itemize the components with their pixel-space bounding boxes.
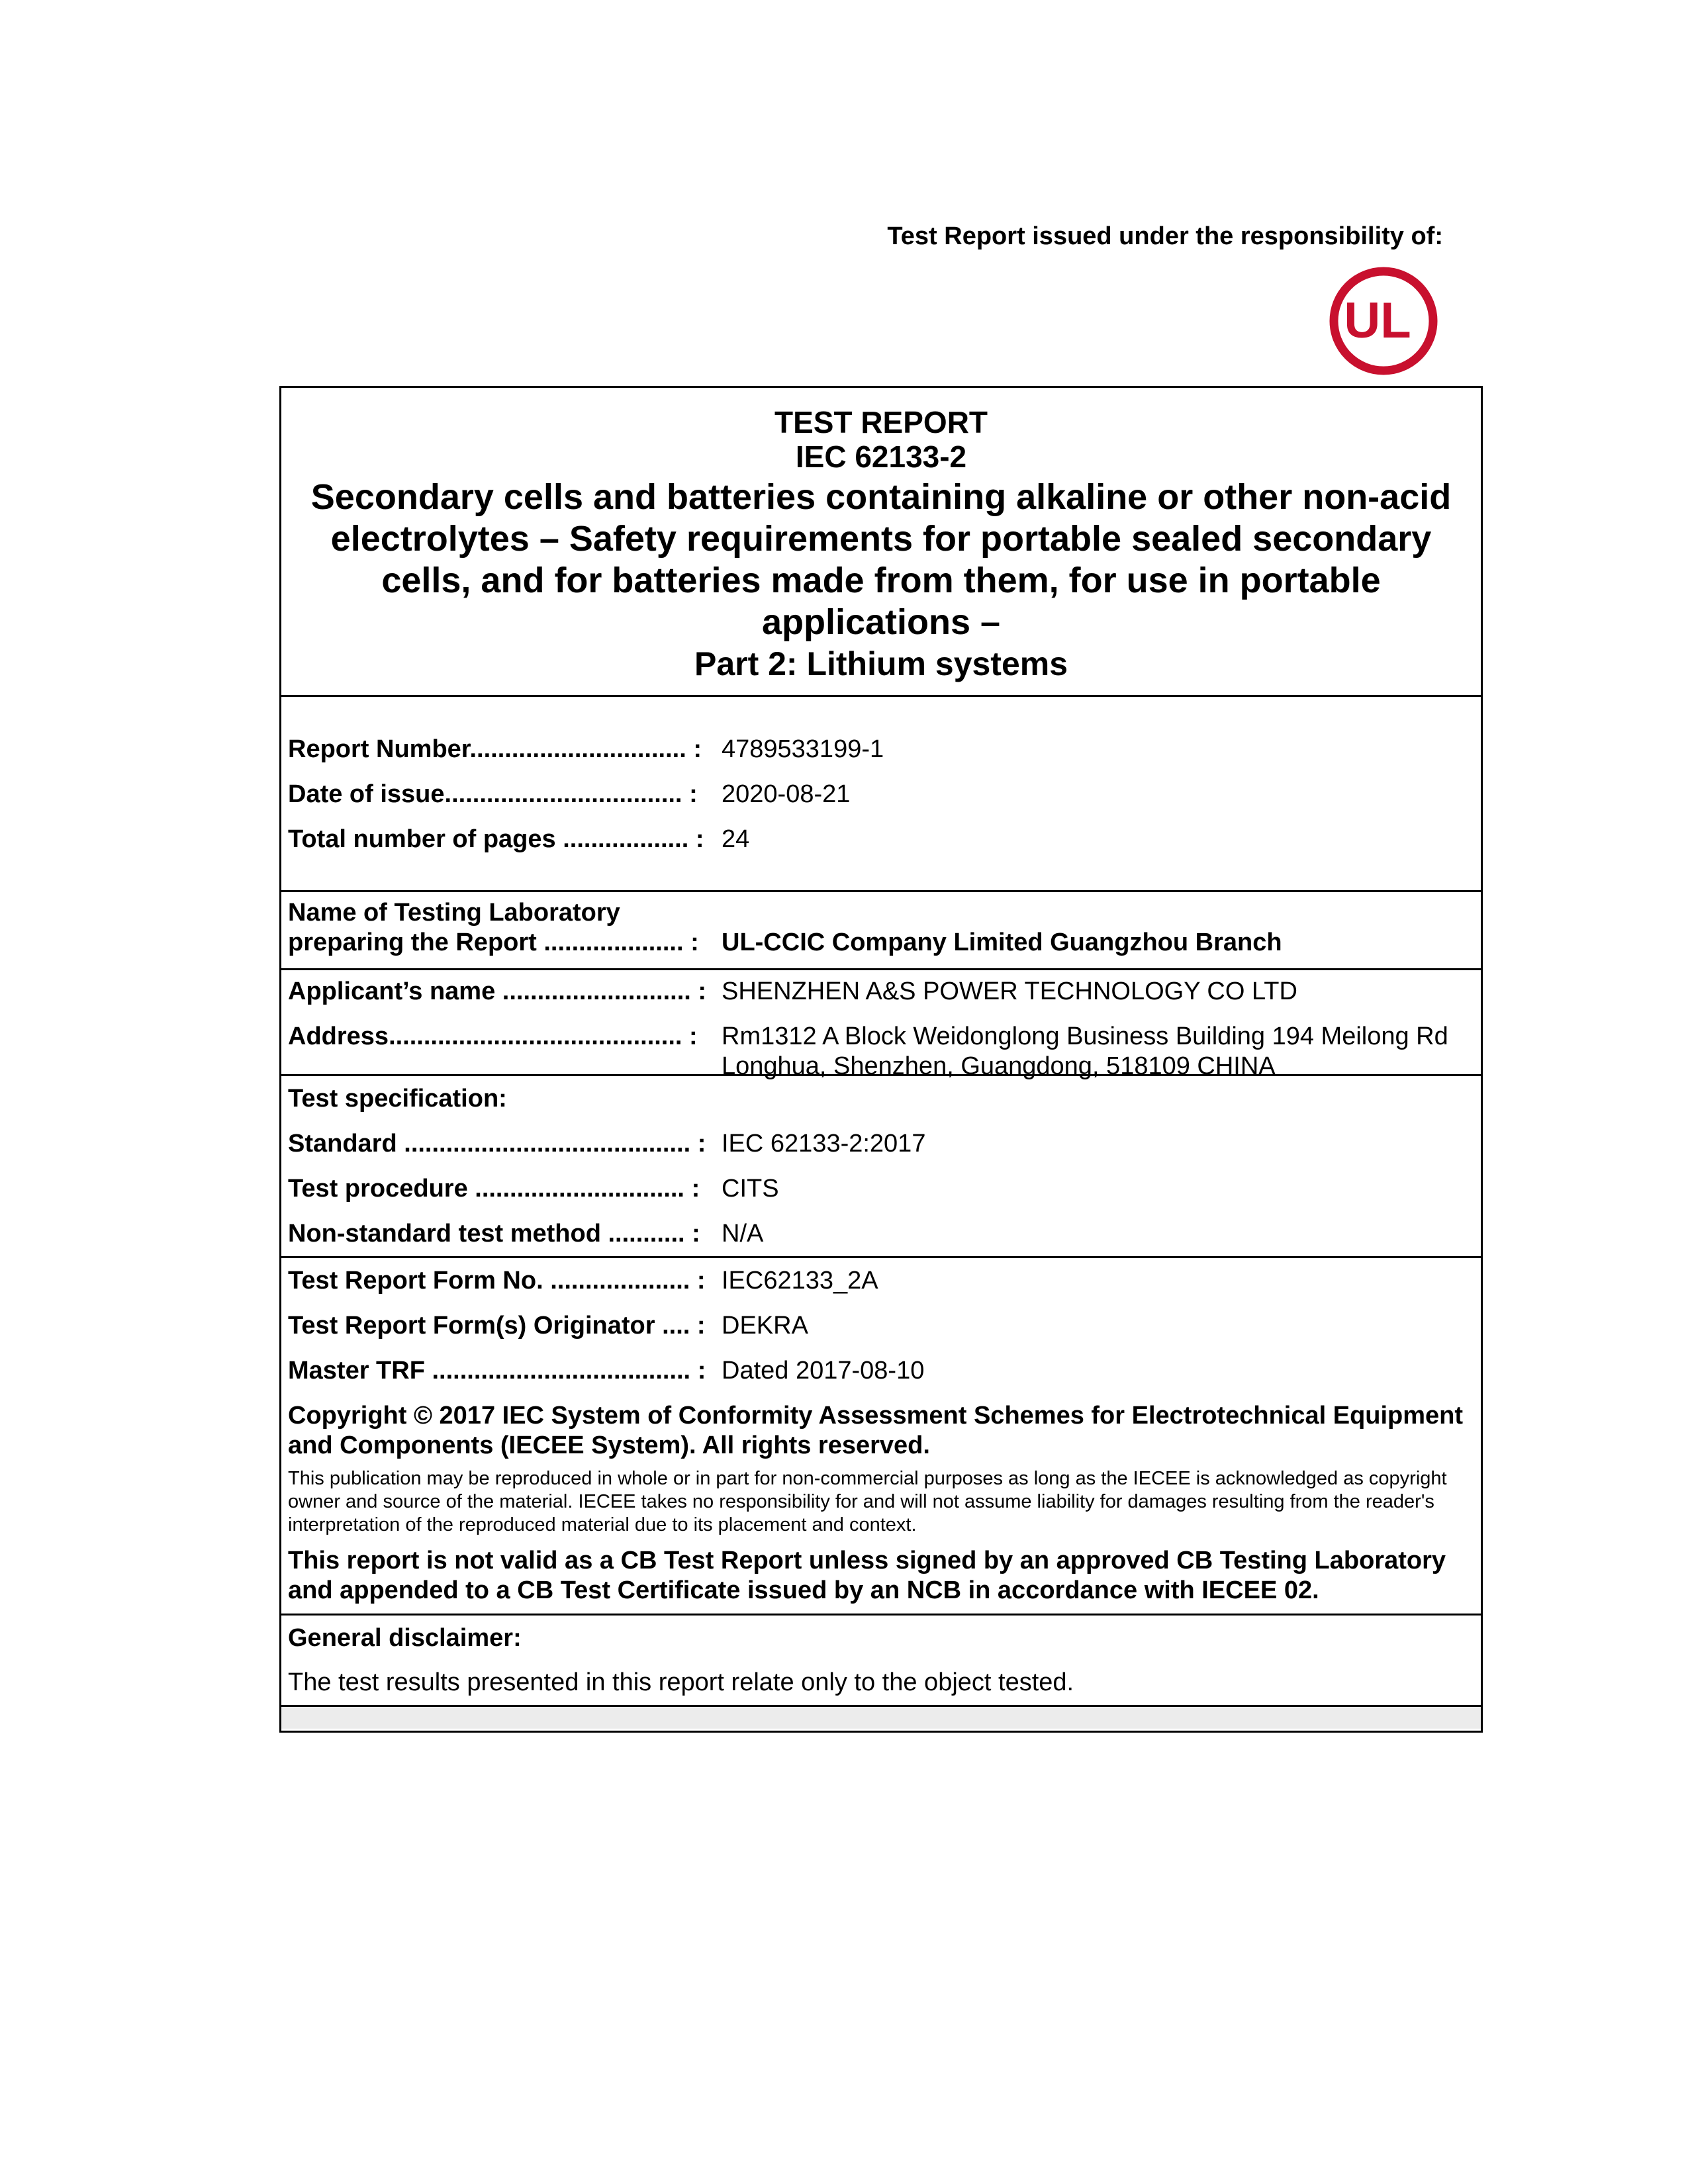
laboratory-row (281, 928, 1481, 958)
disclaimer-section (281, 1615, 1481, 1707)
trf-originator-value: DEKRA (722, 1312, 808, 1340)
master-trf-value: Dated 2017-08-10 (722, 1357, 925, 1385)
standard-row (281, 1129, 1481, 1159)
standard-title: Secondary cells and batteries containing alkaline or other non-acid electrolytes – Safety requirements for portable sealed secondary cells, and for batteries made from them, for use in portable applications – (310, 477, 1452, 642)
title-block (281, 388, 1481, 697)
total-pages-row (281, 825, 1481, 854)
address-value: Rm1312 A Block Weidonglong Business Building 194 Meilong Rd Longhua, Shenzhen, Guangdong, 518109 CHINA (722, 1023, 1448, 1080)
standard-number: IEC 62133-2 (795, 439, 967, 474)
trf-originator-row (281, 1311, 1481, 1341)
report-number-value: 4789533199-1 (722, 735, 884, 763)
report-frame (279, 386, 1483, 1733)
master-trf-label: Master TRF ..................................... : (288, 1357, 706, 1385)
disclaimer-text: The test results presented in this report relate only to the object tested. (288, 1668, 1074, 1696)
address-label: Address.......................................... : (288, 1023, 698, 1050)
footer-shaded-row (281, 1707, 1481, 1729)
total-pages-label: Total number of pages .................. : (288, 825, 704, 853)
laboratory-name: UL-CCIC Company Limited Guangzhou Branch (722, 929, 1282, 956)
trf-section (281, 1258, 1481, 1615)
trf-number-value: IEC62133_2A (722, 1267, 878, 1295)
non-standard-method-value: N/A (722, 1220, 764, 1248)
date-of-issue-label: Date of issue.................................. : (288, 780, 698, 808)
report-number-row (281, 735, 1481, 764)
publication-notice: This publication may be reproduced in whole or in part for non-commercial purposes as long as the IECEE is acknowledged as copyright owner and source of the material. IECEE takes no responsibility for and will not assume liability for damages resulting from the reader's interpretation of the reproduced material due to its placement and context. (288, 1468, 1447, 1535)
report-type: TEST REPORT (774, 405, 988, 439)
responsibility-note: Test Report issued under the responsibility of: (887, 222, 1443, 250)
disclaimer-heading: General disclaimer: (288, 1624, 522, 1652)
report-info-section (281, 697, 1481, 892)
total-pages-value: 24 (722, 825, 750, 853)
laboratory-section (281, 892, 1481, 970)
standard-label: Standard ......................................... : (288, 1130, 706, 1158)
validity-notice: This report is not valid as a CB Test Report unless signed by an approved CB Testing Laboratory and appended to a CB Test Certificate issued by an NCB in accordance with IECEE 02. (288, 1547, 1446, 1604)
applicant-name-value: SHENZHEN A&S POWER TECHNOLOGY CO LTD (722, 978, 1297, 1005)
test-specification-section (281, 1076, 1481, 1258)
test-procedure-row (281, 1174, 1481, 1204)
non-standard-method-label: Non-standard test method ........... : (288, 1220, 700, 1248)
test-procedure-value: CITS (722, 1175, 779, 1203)
master-trf-row (281, 1356, 1481, 1386)
applicant-name-row (281, 977, 1481, 1007)
ul-logo-text: UL (1344, 293, 1411, 349)
report-number-label: Report Number............................... : (288, 735, 702, 763)
non-standard-method-row (281, 1219, 1481, 1249)
ul-logo-icon (1327, 265, 1440, 377)
date-of-issue-row (281, 780, 1481, 809)
laboratory-label-line2: preparing the Report .................... : (288, 929, 699, 956)
date-of-issue-value: 2020-08-21 (722, 780, 851, 808)
trf-number-label: Test Report Form No. .................... : (288, 1267, 706, 1295)
laboratory-label-line1: Name of Testing Laboratory (288, 899, 620, 927)
standard-value: IEC 62133-2:2017 (722, 1130, 926, 1158)
copyright-notice: Copyright © 2017 IEC System of Conformity Assessment Schemes for Electrotechnical Equipment and Components (IECEE System). All rights reserved. (288, 1402, 1464, 1459)
applicant-section (281, 970, 1481, 1080)
test-specification-heading: Test specification: (288, 1085, 507, 1113)
trf-originator-label: Test Report Form(s) Originator .... : (288, 1312, 706, 1340)
address-row (281, 1022, 1481, 1081)
test-procedure-label: Test procedure .............................. : (288, 1175, 700, 1203)
trf-number-row (281, 1266, 1481, 1296)
standard-part: Part 2: Lithium systems (694, 645, 1068, 682)
applicant-name-label: Applicant’s name ........................... : (288, 978, 707, 1005)
